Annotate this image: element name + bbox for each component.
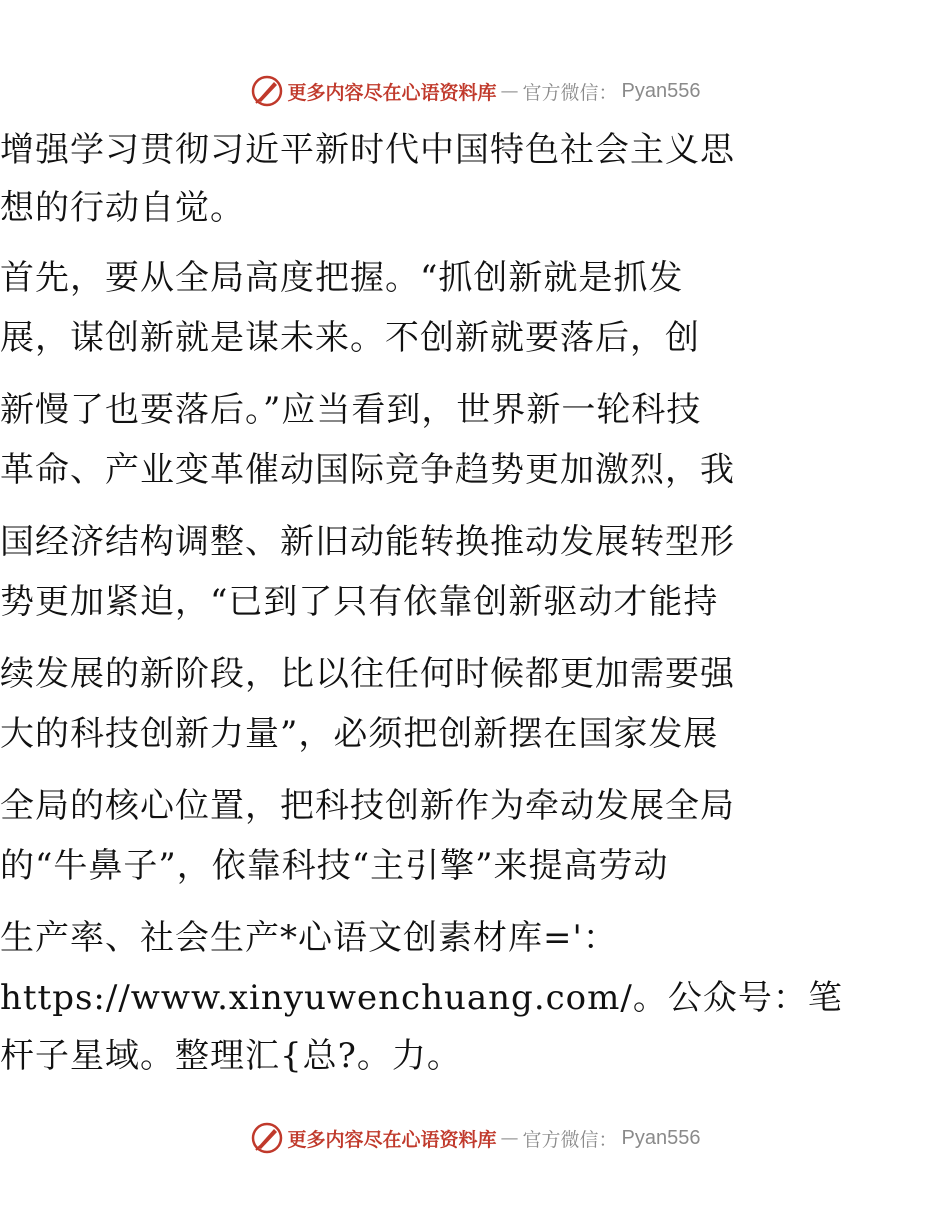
watermark-separator: — (500, 80, 519, 102)
watermark-separator: — (500, 1127, 519, 1149)
text-line: 生产率、社会生产*心语文创素材库='： (0, 918, 618, 958)
quill-logo-icon (250, 1121, 284, 1155)
text-line: 的“牛鼻子”，依靠科技“主引擎”来提高劳动 (0, 846, 669, 886)
text-line: 杆子星域。整理汇{总?。力。 (0, 1036, 462, 1076)
text-line: 国经济结构调整、新旧动能转换推动发展转型形 (0, 522, 735, 562)
text-line: 势更加紧迫，“已到了只有依靠创新驱动才能持 (0, 582, 719, 622)
text-line: 展，谋创新就是谋未来。不创新就要落后，创 (0, 318, 700, 358)
text-line: 大的科技创新力量”，必须把创新摆在国家发展 (0, 714, 719, 754)
text-line: 首先，要从全局高度把握。“抓创新就是抓发 (0, 258, 684, 298)
watermark-wechat-id: Pyan556 (621, 1126, 701, 1149)
watermark-site-name: 更多内容尽在心语资料库 (287, 1128, 497, 1151)
header-watermark (0, 71, 950, 111)
text-line: 革命、产业变革催动国际竞争趋势更加激烈，我 (0, 450, 735, 490)
text-line: 增强学习贯彻习近平新时代中国特色社会主义思 (0, 130, 735, 170)
text-line: https://www.xinyuwenchuang.com/。公众号：笔 (0, 978, 843, 1018)
watermark-wechat-id: Pyan556 (621, 79, 701, 102)
watermark-wechat-label: 官方微信： (522, 81, 618, 104)
footer-watermark (0, 1118, 950, 1158)
text-line: 想的行动自觉。 (0, 188, 245, 228)
watermark-site-name: 更多内容尽在心语资料库 (287, 81, 497, 104)
quill-logo-icon (250, 74, 284, 108)
text-line: 续发展的新阶段，比以往任何时候都更加需要强 (0, 654, 735, 694)
watermark-wechat-label: 官方微信： (522, 1128, 618, 1151)
text-line: 全局的核心位置，把科技创新作为牵动发展全局 (0, 786, 735, 826)
text-line: 新慢了也要落后。”应当看到，世界新一轮科技 (0, 390, 702, 430)
